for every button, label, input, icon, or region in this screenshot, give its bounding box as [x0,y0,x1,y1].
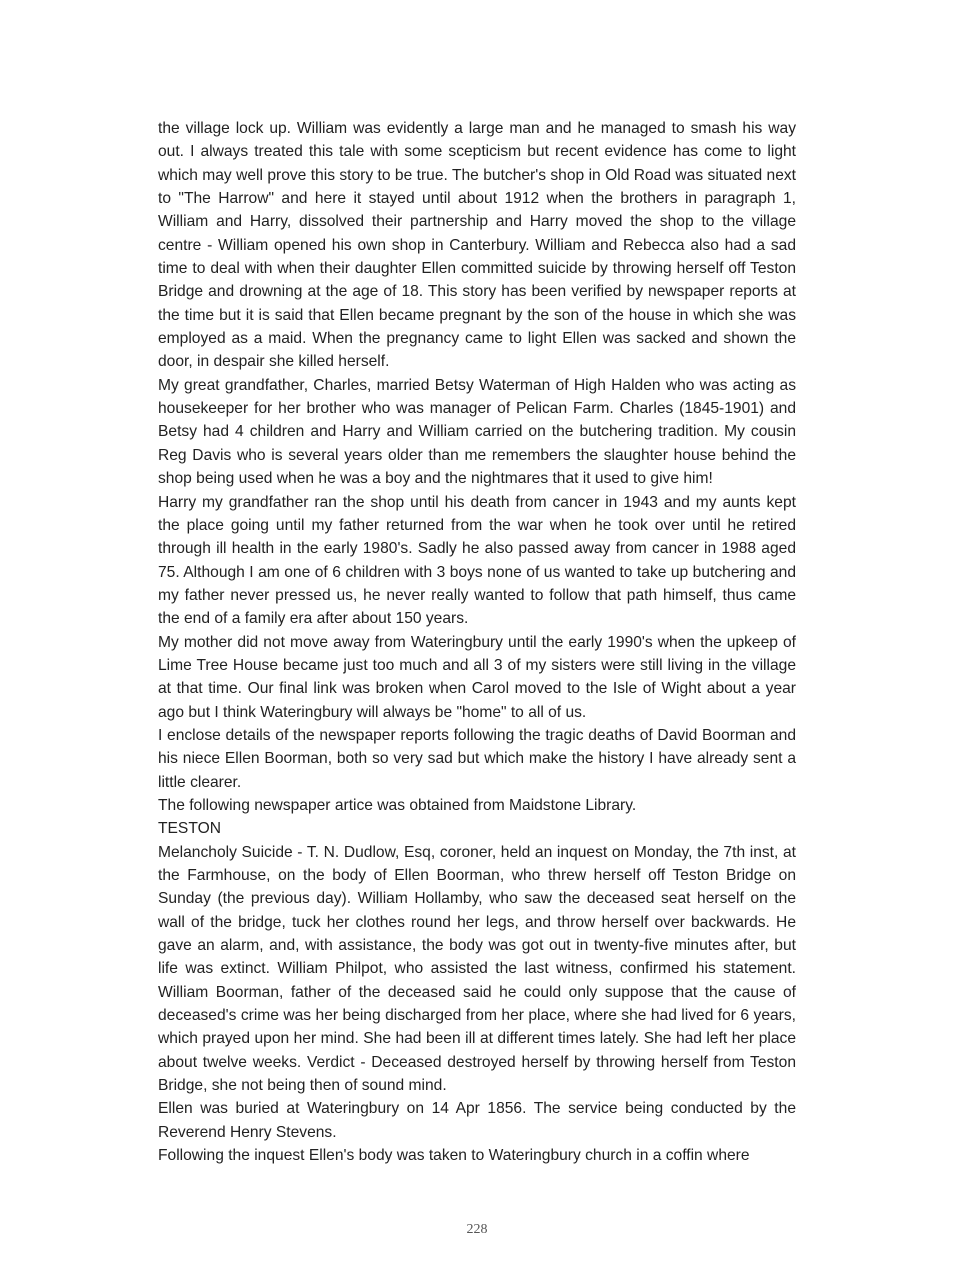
paragraph-teston-heading: TESTON [158,820,221,838]
paragraph-lock-up: the village lock up. William was evidently a large man and he managed to smash his way out. I always treated this tale with some scepticism but recent evidence has come to light which may well prove this story to be true. The butcher's shop in Old Road was situated next to "The Harrow" and here it stayed until about 1912 when the brothers in paragraph 1, William and Harry, dissolved their partnership and Harry moved the shop to the village centre - William opened his own shop in Canterbury. William and Rebecca also had a sad time to deal with when their daughter Ellen committed suicide by throwing herself off Teston Bridge and drowning at the age of 18. This story has been verified by newspaper reports at the time but it is said that Ellen became pregnant by the son of the house in which she was employed as a maid. When the pregnancy came to light Ellen was sacked and shown the door, in despair she killed herself. [158,120,796,371]
paragraph-grandfather-shop: Harry my grandfather ran the shop until his death from cancer in 1943 and my aunts kept the place going until my father returned from the war when he took over until he retired through ill health in the early 1980's. Sadly he also passed away from cancer in 1988 aged 75. Although I am one of 6 children with 3 boys none of us wanted to take up butchering and my father never pressed us, he never really wanted to follow that path himself, thus came the end of a family era after about 150 years. [158,493,796,628]
paragraph-great-grandfather: My great grandfather, Charles, married Betsy Waterman of High Halden who was acting as housekeeper for her brother who was manager of Pelican Farm. Charles (1845-1901) and Betsy had 4 children and Harry and William carried on the butchering tradition. My cousin Reg Davis who is several years older than me remembers the slaughter house behind the shop being used when he was a boy and the nightmares that it used to give him! [158,376,796,488]
paragraph-burial: Ellen was buried at Wateringbury on 14 Apr 1856. The service being conducted by the Reverend Henry Stevens. [158,1100,796,1141]
body-text [158,117,796,1167]
paragraph-mother: My mother did not move away from Wateringbury until the early 1990's when the upkeep of Lime Tree House became just too much and all 3 of my sisters were still living in the village at that time. Our final link was broken when Carol moved to the Isle of Wight about a year ago but I think Wateringbury will always be "home" to all of us. [158,633,796,721]
paragraph-following-inquest: Following the inquest Ellen's body was taken to Wateringbury church in a coffin where [158,1147,750,1165]
paragraph-newspaper-details: I enclose details of the newspaper reports following the tragic deaths of David Boorman and his niece Ellen Boorman, both so very sad but which make the history I have already sent a little clearer. [158,726,796,791]
paragraph-library-note: The following newspaper artice was obtained from Maidstone Library. [158,796,637,814]
page-number: 228 [466,1222,488,1237]
paragraph-inquest-report: Melancholy Suicide - T. N. Dudlow, Esq, coroner, held an inquest on Monday, the 7th inst, at the Farmhouse, on the body of Ellen Boorman, who threw herself off Teston Bridge on Sunday (the previous day). William Hollamby, who saw the deceased seat herself on the wall of the bridge, tuck her clothes round her legs, and throw herself over backwards. He gave an alarm, and, with assistance, the body was got out in twenty-five minutes after, but life was extinct. William Philpot, who assisted the last witness, confirmed his statement. William Boorman, father of the deceased said he could only suppose that the cause of deceased's crime was her being discharged from her place, where she had lived for 6 years, which prayed upon her mind. She had been ill at different times lately. She had left her place about twelve weeks. Verdict - Deceased destroyed herself by throwing herself from Teston Bridge, she not being then of sound mind. [158,843,796,1095]
